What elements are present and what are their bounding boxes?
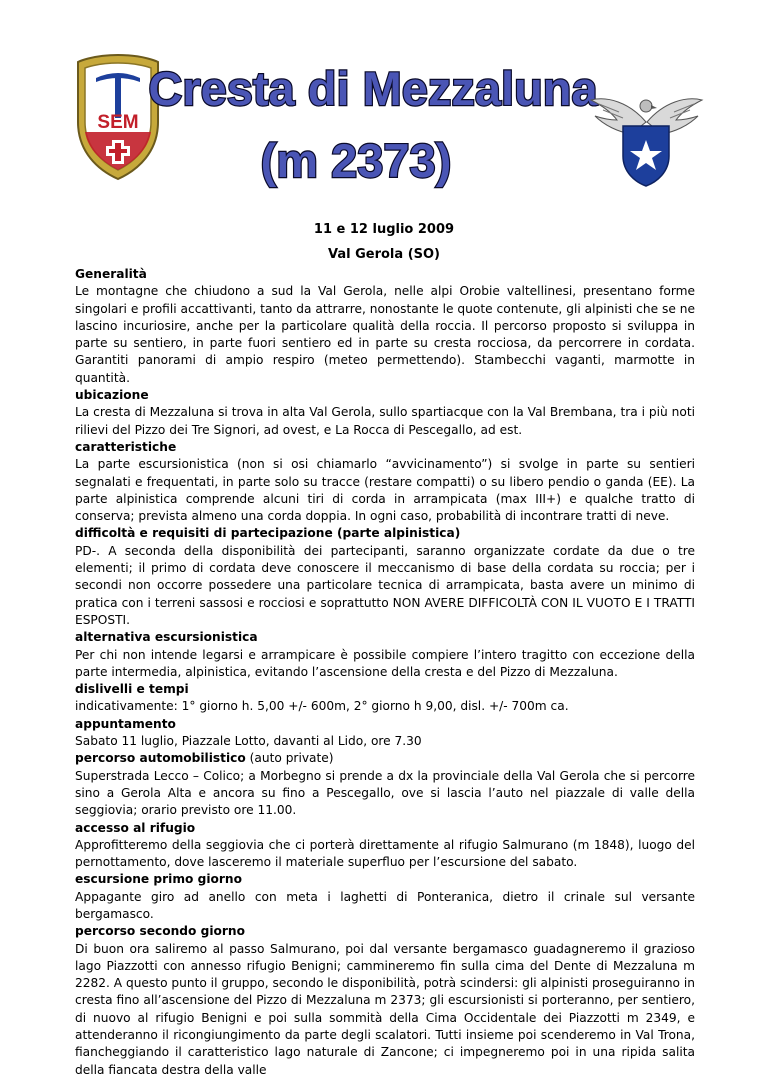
- section-dislivelli: [75, 681, 695, 716]
- section-body: Sabato 11 luglio, Piazzale Lotto, davanti al Lido, ore 7.30: [75, 734, 422, 749]
- section-alternativa: [75, 629, 695, 681]
- title-line-2: (m 2373): [260, 134, 452, 187]
- section-caratteristiche: [75, 439, 695, 525]
- section-body: PD-. A seconda della disponibilità dei partecipanti, saranno organizzate cordate da due o tre elementi; il primo di cordata deve conoscere il meccanismo di base della cordata su roccia; per i secondi non occorre possedere una particolare tecnica di arrampicata, basta avere un minimo di pratica con i terreni sassosi e rocciosi e soprattutto NON AVERE DIFFICOLTÀ CON IL VUOTO E I TRATTI ESPOSTI.: [75, 543, 695, 627]
- section-secondo-giorno: [75, 923, 695, 1079]
- section-body: La parte escursionistica (non si osi chiamarlo “avvicinamento”) si svolge in parte su sentieri segnalati e frequentati, in parte solo su tracce (restare compatti) o su libero pendio o ganda (EE). La parte alpinistica comprende alcuni tiri di corda in arrampicata (max III+) e qualche tratto di conserva; prevista almeno una corda doppia. In ogni caso, probabilità di incontrare tratti di neve.: [75, 457, 695, 524]
- section-title: alternativa escursionistica: [75, 630, 258, 645]
- section-difficolta: [75, 525, 695, 629]
- section-title: ubicazione: [75, 388, 149, 403]
- section-percorso-auto: [75, 750, 695, 819]
- section-body: Di buon ora saliremo al passo Salmurano, poi dal versante bergamasco guadagneremo il grazioso lago Piazzotti con annesso rifugio Benigni; cammineremo fin sulla cima del Dente di Mezzaluna m 2282. A questo punto il gruppo, secondo le disponibilità, potrà scindersi: gli alpinisti proseguiranno in cresta fino all’ascensione del Pizzo di Mezzaluna m 2373; gli escursionisti si porteranno, per sentiero, di nuovo al rifugio Benigni e poi sulla sommità della Cima Occidentale dei Piazzotti m 2349, e attenderanno il ricongiungimento da parte degli scalatori. Tutti insieme poi scenderemo in Val Trona, fiancheggiando il caratteristico lago naturale di Zancone; ci impegneremo poi in una ripida salita della fiancata destra della valle: [75, 941, 696, 1077]
- section-title-suffix: (auto private): [245, 751, 334, 766]
- title-line-1: Cresta di Mezzaluna: [148, 62, 598, 115]
- section-title: dislivelli e tempi: [75, 682, 189, 697]
- section-appuntamento: [75, 716, 695, 751]
- section-title: accesso al rifugio: [75, 820, 196, 835]
- section-primo-giorno: [75, 871, 695, 923]
- section-title: escursione primo giorno: [75, 872, 242, 887]
- section-body: Superstrada Lecco – Colico; a Morbegno si prende a dx la provinciale della Val Gerola che si percorre sino a Gerola Alta e ancora su fino a Pescegallo, ove si lascia l’auto nel piazzale di valle della seggiovia; orario previsto ore 11.00.: [75, 768, 695, 818]
- section-accesso-rifugio: [75, 820, 695, 872]
- section-body: Per chi non intende legarsi e arrampicare è possibile compiere l’intero tragitto con eccezione della parte intermedia, alpinistica, evitando l’ascensione della cresta e del Pizzo di Mezzaluna.: [75, 647, 695, 679]
- section-body: La cresta di Mezzaluna si trova in alta Val Gerola, sullo spartiacque con la Val Brembana, tra i più noti rilievi del Pizzo dei Tre Signori, ad ovest, e La Rocca di Pescegallo, ad est.: [75, 405, 695, 437]
- section-title: Generalità: [75, 267, 147, 281]
- section-ubicazione: [75, 387, 695, 439]
- section-body: Approfitteremo della seggiovia che ci porterà direttamente al rifugio Salmurano (m 1848), luogo del pernottamento, dove lasceremo il materiale superfluo per l’escursione del sabato.: [75, 837, 695, 870]
- event-place: Val Gerola (SO): [328, 247, 440, 262]
- section-title: difficoltà e requisiti di partecipazione (parte alpinistica): [75, 526, 461, 541]
- document-body: [75, 266, 695, 1079]
- section-generalita: [75, 266, 695, 387]
- section-title: appuntamento: [75, 716, 176, 731]
- section-title: percorso secondo giorno: [75, 924, 245, 939]
- event-date: 11 e 12 luglio 2009: [313, 222, 455, 237]
- section-title: percorso automobilistico: [75, 751, 246, 766]
- section-title: caratteristiche: [75, 439, 177, 454]
- title: [148, 40, 598, 205]
- section-body: Le montagne che chiudono a sud la Val Gerola, nelle alpi Orobie valtellinesi, presentano forme singolari e profili accattivanti, tanto da attrarre, nonostante le quote contenute, gli alpinisti che se ne lascino incuriosire, anche per la particolare qualità della roccia. Il percorso proposto si sviluppa in parte su sentiero, in parte fuori sentiero ed in parte su cresta rocciosa, da percorrere in cordata. Garantiti panorami di ampio respiro (meteo permettendo). Stambecchi vaganti, marmotte in quantità.: [75, 284, 695, 385]
- cai-logo: [589, 82, 704, 188]
- sem-logo-text: SEM: [97, 112, 139, 133]
- header: [0, 40, 768, 205]
- section-body: Appagante giro ad anello con meta i laghetti di Ponteranica, dietro il crinale sul versante bergamasco.: [75, 889, 695, 921]
- section-body: indicativamente: 1° giorno h. 5,00 +/- 600m, 2° giorno h 9,00, disl. +/- 700m ca.: [75, 699, 569, 714]
